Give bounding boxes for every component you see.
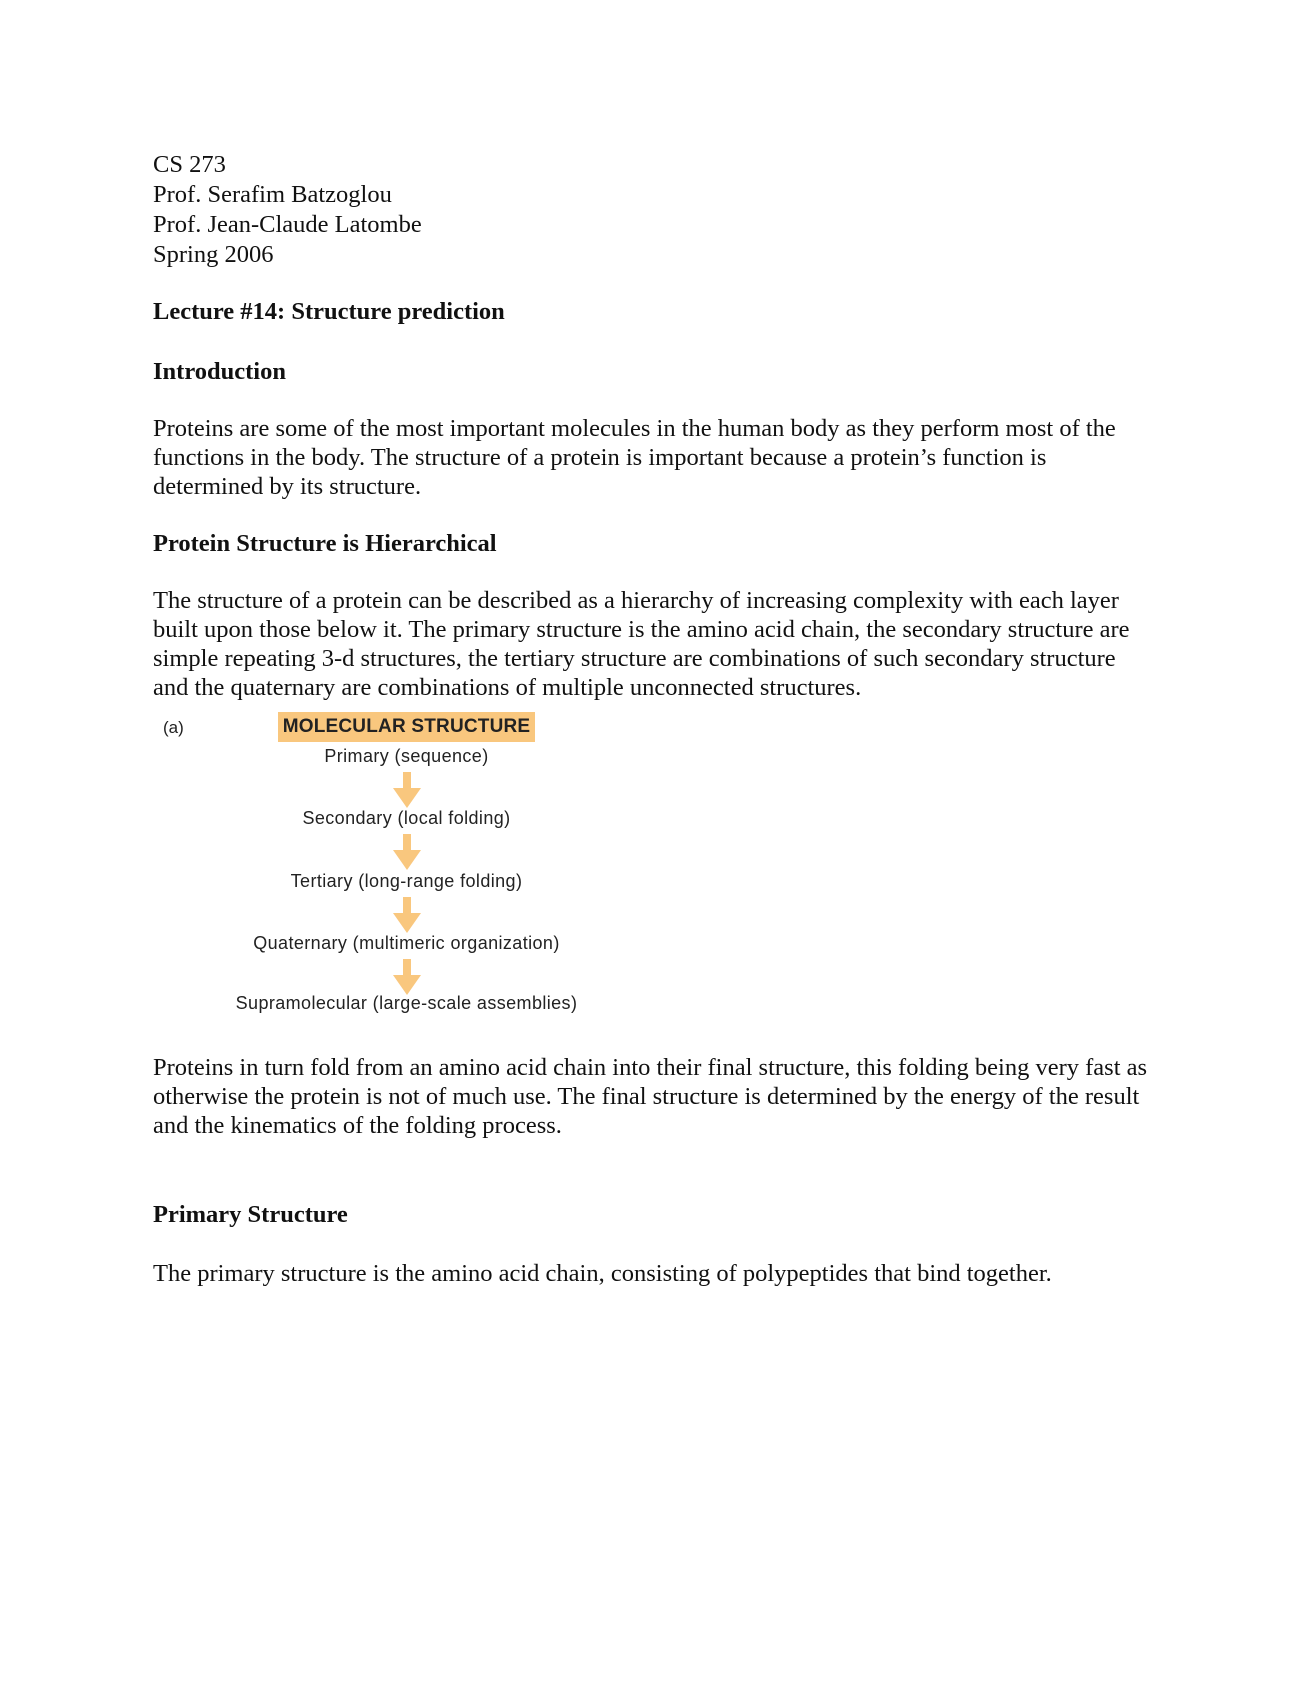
document-page (153, 150, 1153, 1288)
level-tertiary: Tertiary (long-range folding) (290, 871, 523, 891)
section-heading-hierarchy: Protein Structure is Hierarchical (153, 530, 497, 557)
primary-structure-paragraph: The primary structure is the amino acid chain, consisting of polypeptides that bind together. (153, 1260, 1052, 1287)
level-supramolecular: Supramolecular (large-scale assemblies) (235, 993, 578, 1013)
level-secondary: Secondary (local folding) (302, 808, 511, 828)
figure-label: (a) (163, 718, 184, 737)
arrow-down-icon (393, 897, 421, 933)
lecture-title: Lecture #14: Structure prediction (153, 298, 505, 325)
folding-paragraph: Proteins in turn fold from an amino acid chain into their final structure, this folding being very fast as otherwise the protein is not of much use. The final structure is determined by the energy of the result and the kinematics of the folding process. (153, 1054, 1148, 1139)
section-heading-primary-structure: Primary Structure (153, 1201, 348, 1228)
molecular-structure-figure (153, 708, 1153, 1053)
arrow-down-icon (393, 959, 421, 995)
figure-title: MOLECULAR STRUCTURE (278, 712, 535, 742)
arrow-down-icon (393, 772, 421, 808)
introduction-paragraph: Proteins are some of the most important molecules in the human body as they perform most of the functions in the body. The structure of a protein is important because a protein’s function is determined by its structure. (153, 415, 1116, 500)
level-quaternary: Quaternary (multimeric organization) (253, 933, 560, 953)
course-number: CS 273 (153, 151, 226, 178)
hierarchy-paragraph: The structure of a protein can be described as a hierarchy of increasing complexity with each layer built upon those below it. The primary structure is the amino acid chain, the secondary structure are simple repeating 3-d structures, the tertiary structure are combinations of such secondary structure and the quaternary are combinations of multiple unconnected structures. (153, 587, 1130, 701)
instructor-name: Prof. Serafim Batzoglou (153, 181, 392, 208)
section-heading-introduction: Introduction (153, 358, 286, 385)
level-primary: Primary (sequence) (324, 746, 489, 766)
instructor-name: Prof. Jean-Claude Latombe (153, 211, 422, 238)
term: Spring 2006 (153, 241, 274, 268)
arrow-down-icon (393, 834, 421, 870)
